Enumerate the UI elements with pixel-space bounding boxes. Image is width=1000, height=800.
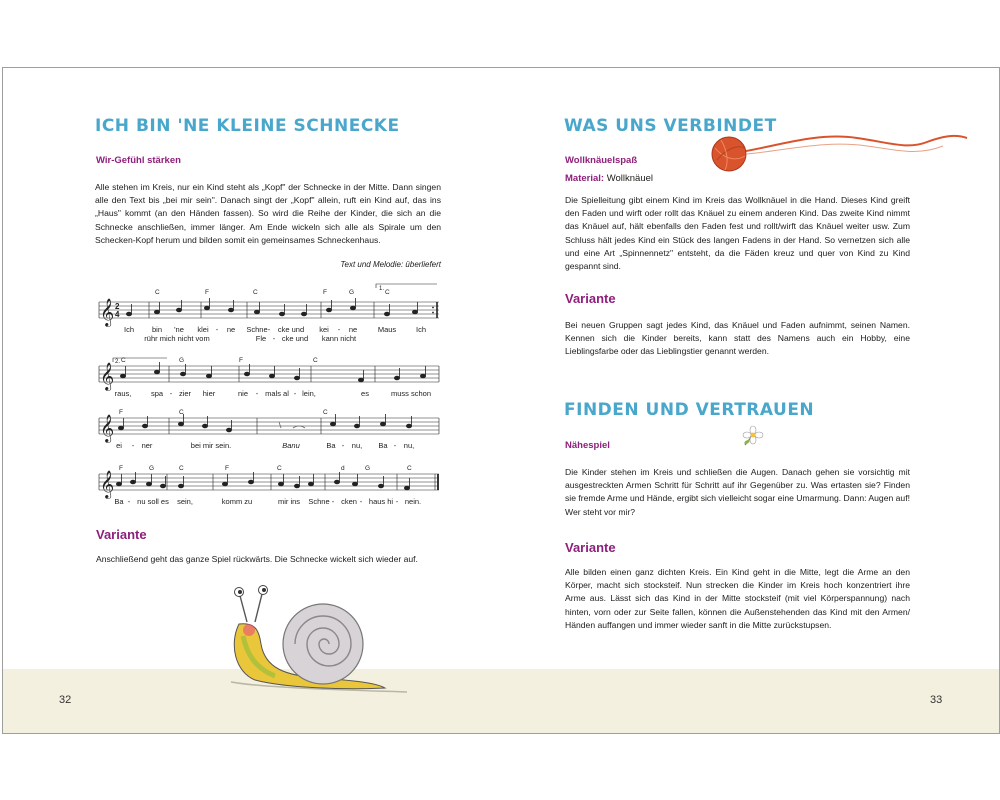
lyric: - bbox=[293, 389, 297, 398]
treble-clef-icon: 𝄞 bbox=[100, 363, 115, 390]
lyric: mir ins bbox=[277, 497, 301, 506]
chord-1-2: F bbox=[205, 289, 209, 296]
sheet-music bbox=[97, 278, 441, 568]
right-variante1-heading: Variante bbox=[565, 291, 616, 306]
left-page-title: ICH BIN 'NE KLEINE SCHNECKE bbox=[95, 116, 400, 136]
lyric: komm zu bbox=[221, 497, 253, 506]
staff-4 bbox=[99, 465, 439, 506]
left-variante-text: Anschließend geht das ganze Spiel rückwärts. Die Schnecke wickelt sich wieder auf. bbox=[96, 554, 418, 564]
left-variante-heading: Variante bbox=[96, 527, 147, 542]
time-sig-bottom: 4 bbox=[115, 310, 120, 319]
chord-4-2: G bbox=[149, 465, 155, 472]
lyric: - bbox=[215, 325, 219, 334]
lyric: bei mir sein. bbox=[190, 441, 232, 450]
lyric: ei bbox=[116, 441, 122, 450]
lyric: - bbox=[359, 497, 363, 506]
volta-2: 2. bbox=[115, 359, 121, 365]
lyric: zier bbox=[178, 389, 192, 398]
lyric: - bbox=[341, 441, 345, 450]
lyric: haus hi bbox=[368, 497, 394, 506]
lyric: Ba bbox=[114, 497, 124, 506]
right-page-number: 33 bbox=[930, 694, 943, 706]
right-variante2-text: Alle bilden einen ganz dichten Kreis. Ein Kind geht in die Mitte, legt die Arme an den Körper, macht sich stocksteif. Nun strecken die Kinder im Kreis hoch konzentriert ihre Arme aus. Lässt sich das Kind in der Mitte stocksteif (mit viel Körperspannung) nach hinten, vorn oder zur Seite fallen, können die Außenstehenden das Kind mit den Armen/ Händen auffangen und immer wieder sanft in die Mitte zurückstupsen. bbox=[565, 567, 910, 630]
lyric: nein. bbox=[404, 497, 422, 506]
right-section2-subtitle: Nähespiel bbox=[565, 440, 610, 451]
right-section2-title: FINDEN UND VERTRAUEN bbox=[564, 400, 815, 420]
chord-2-2: G bbox=[179, 357, 185, 364]
right-section1-title: WAS UNS VERBINDET bbox=[564, 116, 777, 136]
staff-3 bbox=[99, 409, 439, 450]
lyric: 'ne bbox=[174, 325, 184, 334]
left-intro-paragraph: Alle stehen im Kreis, nur ein Kind steht als „Kopf" der Schnecke in der Mitte. Dann singen alle den Text bis „bei mir sein". Danach singt der „Kopf" allein, ruft ein Kind auf, das ins „Haus" kommt (an den Händen fassen). So wird die Reihe der Kinder, die sich an die Schnecke anschließen, immer länger. Am Ende wickeln sich alle als Spirale um den Schecken-Kopf herum und bilden somit ein gemeinsames Schneckenhaus. bbox=[95, 182, 441, 245]
book-spread bbox=[2, 67, 1000, 734]
chord-3-2: C bbox=[179, 409, 184, 416]
time-sig-top: 2 bbox=[115, 302, 120, 311]
lyric: - bbox=[393, 441, 397, 450]
lyric: spa bbox=[150, 389, 164, 398]
lyric: rühr mich nicht vom bbox=[144, 334, 210, 343]
yarn-ball-illustration bbox=[707, 128, 969, 174]
treble-clef-icon: 𝄞 bbox=[100, 471, 115, 498]
chord-3-3: C bbox=[323, 409, 328, 416]
lyric: Ich bbox=[123, 325, 135, 334]
lyric: raus, bbox=[114, 389, 132, 398]
lyric: Fle bbox=[255, 334, 267, 343]
lyric: cken bbox=[341, 497, 357, 506]
snail-illustration bbox=[225, 584, 411, 700]
chord-4-1: F bbox=[119, 465, 123, 472]
lyric: klei bbox=[197, 325, 209, 334]
chord-1-6: C bbox=[385, 289, 390, 296]
lyric: - bbox=[127, 497, 131, 506]
right-section1-paragraph: Die Spielleitung gibt einem Kind im Kreis das Wollknäuel in die Hand. Dieses Kind greift den Faden und wirft oder rollt das Knäuel zu einem anderen Kind. Das zweite Kind nimmt das Knäuel auf, hält ebenfalls den Faden fest und rollt/wirft das Knäuel weiter usw. Zum Schluss hält jedes Kind ein Stück des langen Fadens in der Hand. So vernetzen sich alle und eine Art „Spinnennetz" entsteht, da die Fäden kreuz und quer von Kind zu Kind gespannt sind. bbox=[565, 195, 910, 272]
staff-1 bbox=[99, 284, 439, 343]
chord-3-1: F bbox=[119, 409, 123, 416]
lyric: hier bbox=[202, 389, 216, 398]
chord-1-3: C bbox=[253, 289, 258, 296]
lyric: - bbox=[337, 325, 341, 334]
lyric: nu, bbox=[403, 441, 415, 450]
lyric: - bbox=[331, 497, 335, 506]
chord-1-4: F bbox=[323, 289, 327, 296]
staff-2 bbox=[99, 357, 439, 398]
flower-icon bbox=[741, 425, 765, 447]
chord-2-4: C bbox=[313, 357, 318, 364]
lyric: kann nicht bbox=[321, 334, 357, 343]
lyric: Banu bbox=[282, 441, 300, 450]
material-value: Wollknäuel bbox=[606, 173, 654, 184]
lyric: - bbox=[131, 441, 135, 450]
lyric: mals al bbox=[265, 389, 289, 398]
lyric: sein, bbox=[177, 497, 193, 506]
lyric: cke und bbox=[277, 325, 305, 334]
chord-4-4: F bbox=[225, 465, 229, 472]
chord-1-5: G bbox=[349, 289, 355, 296]
right-section1-subtitle: Wollknäuelspaß bbox=[565, 155, 638, 166]
lyric: ne bbox=[348, 325, 358, 334]
lyric: Schne bbox=[308, 497, 330, 506]
right-section2-paragraph: Die Kinder stehen im Kreis und schließen die Augen. Danach gehen sie vorsichtig mit ausgestreckten Armen Schritt für Schritt auf ihr Gegenüber zu. Was ertasten sie? Finden sie fremde Arme und Hände, ergibt sich vielleicht sogar eine Umarmung. Dann: Augen auf! Wer steht vor mir? bbox=[565, 467, 910, 517]
material-line bbox=[565, 173, 653, 184]
lyric: ner bbox=[141, 441, 153, 450]
chord-4-7: G bbox=[365, 465, 371, 472]
treble-clef-icon: 𝄞 bbox=[100, 415, 115, 442]
chord-4-5: C bbox=[277, 465, 282, 472]
lyric: - bbox=[169, 389, 173, 398]
chord-4-6: d bbox=[341, 465, 345, 472]
lyric: - bbox=[395, 497, 399, 506]
treble-clef-icon: 𝄞 bbox=[100, 299, 115, 326]
lyric: Schne bbox=[246, 325, 268, 334]
lyric: cke und bbox=[281, 334, 309, 343]
lyric: Maus bbox=[377, 325, 397, 334]
footer-band bbox=[3, 669, 999, 733]
chord-1-1: C bbox=[155, 289, 160, 296]
lyric: lein, bbox=[302, 389, 316, 398]
lyric: muss schon bbox=[390, 389, 432, 398]
right-variante2-heading: Variante bbox=[565, 540, 616, 555]
lyric: - bbox=[267, 325, 271, 334]
lyric: es bbox=[361, 389, 369, 398]
lyric: ne bbox=[226, 325, 236, 334]
lyric: nie bbox=[237, 389, 249, 398]
song-credit: Text und Melodie: überliefert bbox=[340, 260, 441, 269]
chord-4-3: C bbox=[179, 465, 184, 472]
lyric: Ba bbox=[378, 441, 388, 450]
chord-4-8: C bbox=[407, 465, 412, 472]
lyric: kei bbox=[319, 325, 329, 334]
volta-mark: 1. bbox=[379, 286, 385, 292]
left-subtitle: Wir-Gefühl stärken bbox=[96, 155, 181, 166]
right-variante1-text: Bei neuen Gruppen sagt jedes Kind, das Knäuel und Faden aufnimmt, seinen Namen. Kennen sich die Kinder bereits, kann statt des Namens auch ein Hobby, eine Lieblingsfarbe oder das Lieblingstier genannt werden. bbox=[565, 320, 910, 357]
chord-2-3: F bbox=[239, 357, 243, 364]
lyric: nu soll es bbox=[137, 497, 169, 506]
material-label: Material: bbox=[565, 173, 605, 184]
lyric: nu, bbox=[351, 441, 363, 450]
chord-2-1: C bbox=[121, 357, 126, 364]
lyric: - bbox=[255, 389, 259, 398]
lyric: - bbox=[272, 334, 276, 343]
lyric: Ba bbox=[326, 441, 336, 450]
lyric: bin bbox=[151, 325, 163, 334]
left-page-number: 32 bbox=[59, 694, 72, 706]
lyric: Ich bbox=[415, 325, 427, 334]
